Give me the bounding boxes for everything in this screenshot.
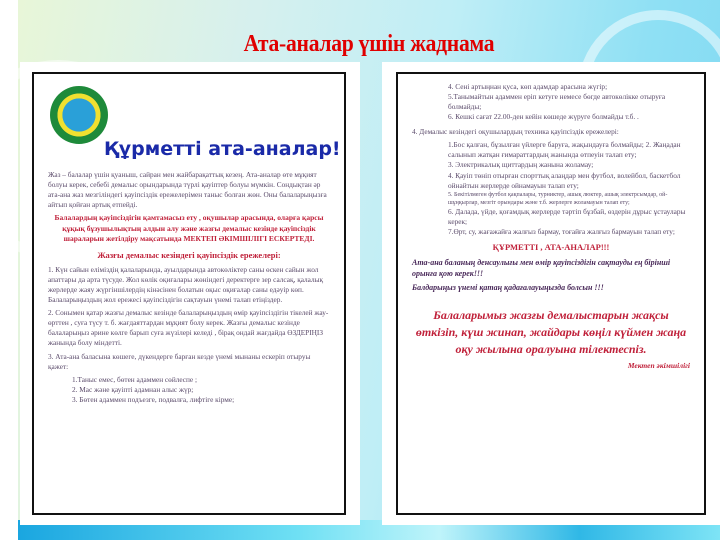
respect-heading: ҚҰРМЕТТІ , АТА-АНАЛАР!!! [492,242,610,253]
list-item: 7.Өрт, су, жағажайға жалғыз бармау, тоғайға жалғыз бармауын талап ету; [448,227,675,237]
sub-item: 2. Мас және қауіпті адамнан алыс жүр; [72,384,194,394]
watch-text: Балдарыңыз үнемі қатаң қадағалауыңызда болсын !!! [412,283,604,293]
slide-background [18,0,720,540]
school-logo [50,86,108,144]
sub-item: 1.Таныс емес, бөтен адаммен сөйлеспе ; [72,374,198,384]
rule-3: 3. Ата-ана баласына көшеге, дүкендерге барған кезде үнемі мынаны ескеріп отыруы қажет: [48,351,311,371]
rule-2: 2. Сонымен қатар жазғы демалыс кезінде балаларыңыздың өмір қауіпсіздігін тікелей жау- өрттен , суға түсу т. б. жағдаяттардан мұқият болу керек. Жазғы демалыс кезінде балаларыңыз әрине көлге барып суға жүзілері келеді , бірақ ондай жағдайда ӨЗДЕРІҢІЗ жанында болу міндетті. [48,308,329,348]
slide-title: Ата-аналар үшін жаднама [243,31,495,57]
sub-item: 3. Бөтен адаммен подъезге, подвалға, лифтіге кірме; [72,394,235,404]
list-item: 6. Далада, үйде, қоғамдық жерлерде тәртіп бұзбай, өздерін дұрыс ұстаулары керек; [448,207,686,227]
wish-text: Балаларымыз жазғы демалыстарын жақсы өткізіп, күш жинап, жайдары көңіл күймен жаңа оқу жылына оралуына тілектеспіз. [415,308,687,356]
left-document [32,72,346,515]
list-item: 5. Бекітілмеген футбол қақпалары, турниктер, ашық люктер, ашық электрсымдар, ой-шұңқырлар, мезгіт орындары және т.б. жерлерге жоламауын талап ету; [448,191,668,206]
list-item: 4. Қауіп төніп отырған спорттық алаңдар мен футбол, волейбол, баскетбол ойнайтын жерлерде ойнамауын талап ету; [448,170,681,190]
greeting-heading: Құрметті ата-аналар! [104,138,341,160]
list-item: 3. Электрикалық щиттардың жанына жоламау; [448,160,594,170]
right-document [396,72,706,515]
list-item: 1.Бос қалған, бұзылған үйлерге баруға, жақындауға болмайды; 2. Жаңадан салынып жатқан ғимараттардың жанында өтпеуін талап ету; [448,140,681,160]
rule-1: 1. Күн сайын еліміздің қалаларында, ауылдарында автокөліктер саны өскен сайын жол апаттары да арта түсуде. Жол көлік оқиғалары жөніндегі деректерге зер салсақ, қалалық жерлерде жаяу жүргіншілердің кінәсінен болатын оқыс оқиғалар саны едәуір көп. Балаларыңыздың жол ережесі қауіпсіздігін сақтауын үнемі талап етіңіздер. [48,265,324,305]
list-item: 5.Танымайтын адаммен еріп кетуге немесе бөгде автокөлікке отыруға болмайды; [448,92,666,112]
section-4-heading: 4. Демалыс кезіндегі оқушылардың техника қауіпсіздік ережелері: [412,127,619,137]
left-panel [20,62,360,525]
signature: Мектеп әкімшілігі [627,360,690,370]
list-item: 4. Сені артыңнан қуса, көп адамдар арасына жүгір; [448,82,608,91]
warning-text: Балалардың қауіпсіздігін қамтамасыз ету , оқушылар арасында, оларға қарсы құқық бұзушылықтың алдын алу және жазғы демалыс кезінде қауіпсіздік шараларын жетілдіру мақсатында МЕКТЕП ӘКІМШІЛІГІ ЕСКЕРТЕДІ. [54,213,324,243]
rules-heading: Жазғы демалыс кезіндегі қауіпсіздік ережелері: [97,250,281,261]
intro-text: Жаз – балалар үшін қуаныш, сайран мен жайбарақаттық кезең. Ата-аналар өте мұқият болуы керек, себебі демалыс орындарында түрлі қауіптер болуы мүмкін. Сондықтан әр ата-ана жаз мезгіліндегі қауіпсіздік ережелерімен таныс болған жөн. Оны балаларыңызға айтып қойған артық етпейді. [48,170,327,210]
list-item: 6. Кешкі сағат 22.00-ден кейін көшеде жүруге болмайды т.б. . [448,112,639,122]
right-panel [382,62,720,525]
health-text: Ата-ана баланың денсаулығы мен өмір қауіпсіздігін сақтауды ең бірінші орынға қою керек!!! [412,258,671,279]
